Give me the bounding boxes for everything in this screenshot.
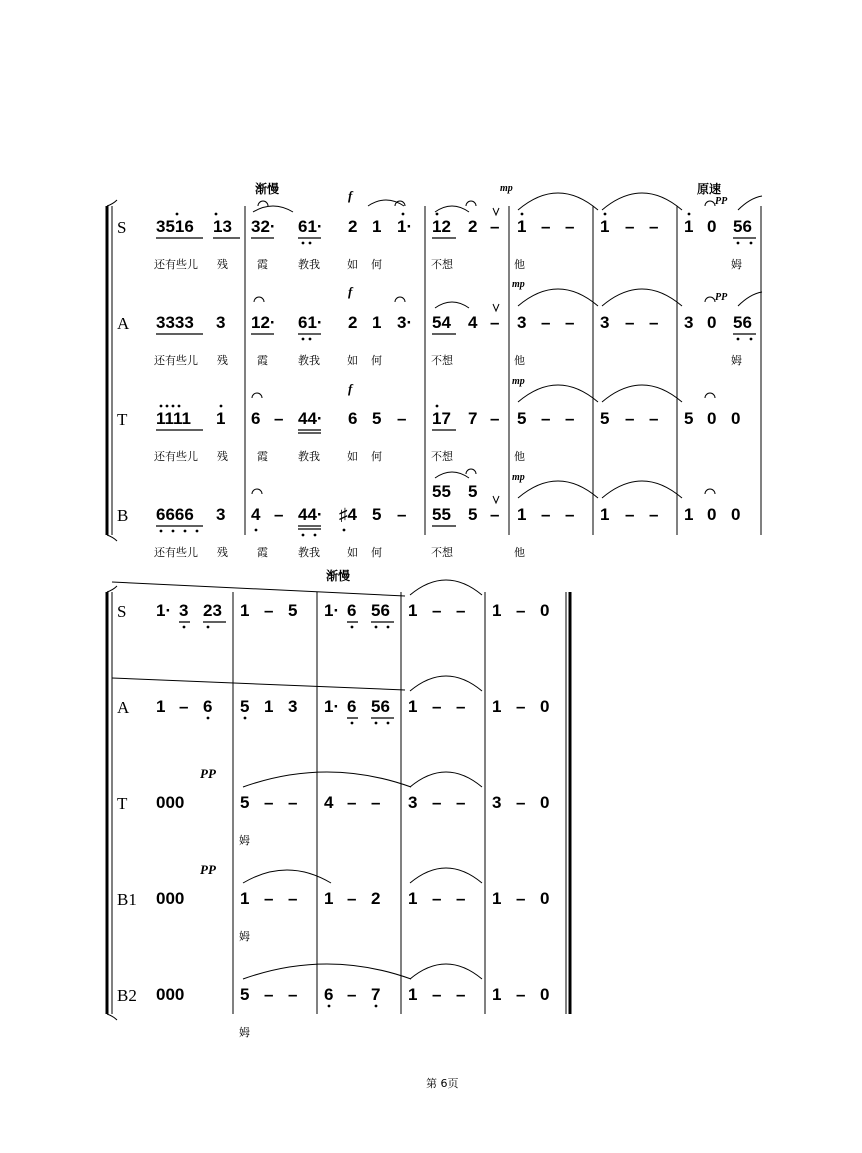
note: 1 [372,313,382,332]
lyric: 霞 [257,546,268,559]
slur [435,302,469,308]
note: 3 [216,313,226,332]
note: 1 [517,217,527,236]
note: – [456,985,466,1004]
lyric: 还有些儿 [154,258,198,271]
note: 3 [179,601,189,620]
note: – [541,409,551,428]
note: 12· [251,313,276,332]
note: 0 [540,793,550,812]
lyric: 如 [347,450,358,463]
slur [410,964,482,979]
fermata [705,393,715,398]
note: 32· [251,217,276,236]
note: 6666 [156,505,194,524]
slur [602,289,682,306]
lyric: 霞 [257,258,268,271]
note: – [274,409,284,428]
slur [518,481,598,498]
note: 000 [156,889,185,908]
note: 1· [397,217,413,236]
slur [410,676,482,691]
note: 6 [348,409,358,428]
dyn-f-t: f [348,381,353,396]
note: 0 [707,505,717,524]
note: – [649,409,659,428]
lyric: 教我 [298,546,320,559]
note: 0 [540,985,550,1004]
note: 7 [468,409,478,428]
note: – [565,217,575,236]
lyric: 他 [514,546,525,559]
note: – [516,697,526,716]
fermata [258,201,268,206]
note: – [288,985,298,1004]
lyric: 何 [371,546,382,559]
note: – [288,889,298,908]
note: 23 [203,601,222,620]
dyn-f-s: f [348,188,353,203]
note: 17 [432,409,451,428]
note: 2 [468,217,478,236]
note: 6 [347,697,357,716]
bracket-hook [107,200,117,206]
note: 1 [600,505,610,524]
note: 5 [684,409,694,428]
note: 12 [432,217,451,236]
note: 1 [684,505,694,524]
note: 1 [372,217,382,236]
note: – [625,217,635,236]
note: – [649,505,659,524]
note: 1 [517,505,527,524]
note: – [456,793,466,812]
note: – [347,793,357,812]
slur [243,772,411,787]
note: – [490,217,500,236]
part-label-s2: S [117,602,127,621]
note: 54 [432,313,451,332]
note: 1 [408,601,418,620]
note: 3 [288,697,298,716]
note: 4 [251,505,261,524]
lyric: 他 [514,258,525,271]
part-label-a2: A [117,698,130,717]
note: 3 [216,505,226,524]
note: – [432,793,442,812]
lyric: 教我 [298,258,320,271]
slur [602,481,682,498]
note: 0 [707,409,717,428]
note: – [264,889,274,908]
note: 1· [156,601,172,620]
note: 6 [347,601,357,620]
note: 1 [492,985,502,1004]
note: – [490,409,500,428]
note: 2 [348,217,358,236]
fermata [252,393,262,398]
slur [435,472,469,478]
note: – [397,505,407,524]
note: 5 [468,505,478,524]
lyric: 教我 [298,450,320,463]
lyric: 何 [371,258,382,271]
note: 2 [371,889,381,908]
note: 6 [251,409,261,428]
note: – [625,505,635,524]
slur [518,193,598,210]
note: 5 [240,985,250,1004]
note: – [179,697,189,716]
dyn-mp-b: mp [512,472,525,483]
note: 000 [156,793,185,812]
note: 1 [684,217,694,236]
note: 0 [731,409,741,428]
note-upper: 5 [468,482,478,501]
bracket-hook [107,586,117,592]
rit-line [112,582,405,596]
note: 3333 [156,313,194,332]
fermata [705,201,715,206]
note: 5 [600,409,610,428]
note: 6 [203,697,213,716]
note: 1 [492,601,502,620]
note: 2 [348,313,358,332]
note: – [541,505,551,524]
breath-mark [493,496,499,503]
note: – [516,889,526,908]
note: 0 [731,505,741,524]
tempo-rit-2: 渐慢 [326,569,351,583]
lyric: 他 [514,354,525,367]
dyn-mp-a: mp [512,279,525,290]
lyric: 如 [347,354,358,367]
note: 1 [408,985,418,1004]
note: 1 [324,889,334,908]
note: ♯4 [339,505,357,524]
part-label-s: S [117,218,127,237]
lyric: 残 [217,354,228,367]
note: 1111 [156,409,192,428]
breath-mark [493,304,499,311]
slur [410,772,482,787]
slur [738,292,762,306]
note: – [565,313,575,332]
note: – [516,985,526,1004]
note: 0 [540,601,550,620]
note: 56 [733,313,752,332]
note: 56 [733,217,752,236]
lyric: 霞 [257,354,268,367]
note: 5 [240,793,250,812]
page-number: 第 6页 [426,1077,459,1090]
note: 56 [371,697,390,716]
dyn-mp-s: mp [500,183,513,194]
fermata [395,297,405,302]
lyric: 何 [371,354,382,367]
lyric: 如 [347,258,358,271]
note: 61· [298,313,323,332]
slur [243,964,411,979]
note: 0 [540,697,550,716]
note: 44· [298,505,323,524]
note: 5 [372,505,382,524]
note: 3 [517,313,527,332]
lyric: 还有些儿 [154,546,198,559]
note: – [432,601,442,620]
note: – [264,985,274,1004]
note: – [347,889,357,908]
note: 1· [324,601,340,620]
lyric: 姆 [239,834,250,847]
lyric: 姆 [239,1026,250,1039]
note: 4 [324,793,334,812]
note: 3 [492,793,502,812]
lyric: 还有些儿 [154,354,198,367]
note: – [541,217,551,236]
note: 6 [324,985,334,1004]
note: 55 [432,505,451,524]
lyric: 不想 [431,450,453,463]
slur [253,206,293,212]
note: 1 [408,697,418,716]
note: 7 [371,985,381,1004]
lyric: 不想 [431,258,453,271]
note: – [649,313,659,332]
note: – [456,601,466,620]
lyric: 残 [217,546,228,559]
lyric: 不想 [431,354,453,367]
note: – [565,505,575,524]
note: 1 [492,697,502,716]
note: 1 [240,601,250,620]
tempo-rit-1: 渐慢 [255,182,280,196]
note: 1 [216,409,226,428]
part-label-t2: T [117,794,128,813]
fermata [705,297,715,302]
dyn-pp-a: PP [715,292,728,303]
slur [602,385,682,402]
note: – [347,985,357,1004]
note: 4 [468,313,478,332]
dyn-mp-t: mp [512,376,525,387]
note: – [490,313,500,332]
note: 61· [298,217,323,236]
note: 13 [213,217,232,236]
note: 5 [288,601,298,620]
lyric: 霞 [257,450,268,463]
dyn-pp-t2: PP [200,766,216,781]
part-label-a: A [117,314,130,333]
note: 5 [240,697,250,716]
note: 1· [324,697,340,716]
note: 3 [408,793,418,812]
part-label-t: T [117,410,128,429]
part-label-b1: B1 [117,890,137,909]
fermata [254,297,264,302]
note: 56 [371,601,390,620]
bracket-hook [107,1014,117,1020]
fermata [466,469,476,474]
slur [243,870,331,883]
note: 3· [397,313,413,332]
note: 0 [707,217,717,236]
dyn-pp-b1: PP [200,862,216,877]
note: – [432,697,442,716]
note: – [456,889,466,908]
note: – [288,793,298,812]
note: – [516,601,526,620]
slur [518,289,598,306]
note: – [432,889,442,908]
note-upper: 55 [432,482,451,501]
lyric: 何 [371,450,382,463]
note: – [541,313,551,332]
note: 1 [264,697,274,716]
slur [410,580,482,595]
note: 5 [517,409,527,428]
note: 000 [156,985,185,1004]
lyric: 姆 [731,354,742,367]
note: – [565,409,575,428]
lyric: 残 [217,258,228,271]
note: – [264,601,274,620]
part-label-b: B [117,506,129,525]
note: 3 [600,313,610,332]
note: – [432,985,442,1004]
note: 3516 [156,217,194,236]
lyric: 不想 [431,546,453,559]
dyn-f-a: f [348,284,353,299]
lyric: 如 [347,546,358,559]
note: 44· [298,409,323,428]
part-label-b2: B2 [117,986,137,1005]
note: 5 [372,409,382,428]
note: – [516,793,526,812]
dyn-pp-s: PP [715,196,728,207]
note: – [625,313,635,332]
note: 0 [540,889,550,908]
fermata [252,489,262,494]
note: 1 [240,889,250,908]
fermata [705,489,715,494]
note: 1 [156,697,166,716]
note: – [456,697,466,716]
note: 1 [408,889,418,908]
slur [410,868,482,883]
bracket-hook [107,535,117,541]
tempo-a-tempo: 原速 [697,182,722,196]
note: 1 [600,217,610,236]
breath-mark [493,208,499,215]
rit-line [112,678,405,690]
slur [738,196,762,210]
slur [435,206,469,212]
note: – [625,409,635,428]
fermata [466,201,476,206]
note: 0 [707,313,717,332]
lyric: 他 [514,450,525,463]
note: – [490,505,500,524]
note: 3 [684,313,694,332]
slur [518,385,598,402]
slur [602,193,682,210]
lyric: 教我 [298,354,320,367]
note: – [274,505,284,524]
note: – [397,409,407,428]
note: – [371,793,381,812]
lyric: 还有些儿 [154,450,198,463]
note: – [649,217,659,236]
lyric: 姆 [731,258,742,271]
note: 1 [492,889,502,908]
note: – [264,793,274,812]
lyric: 姆 [239,930,250,943]
lyric: 残 [217,450,228,463]
